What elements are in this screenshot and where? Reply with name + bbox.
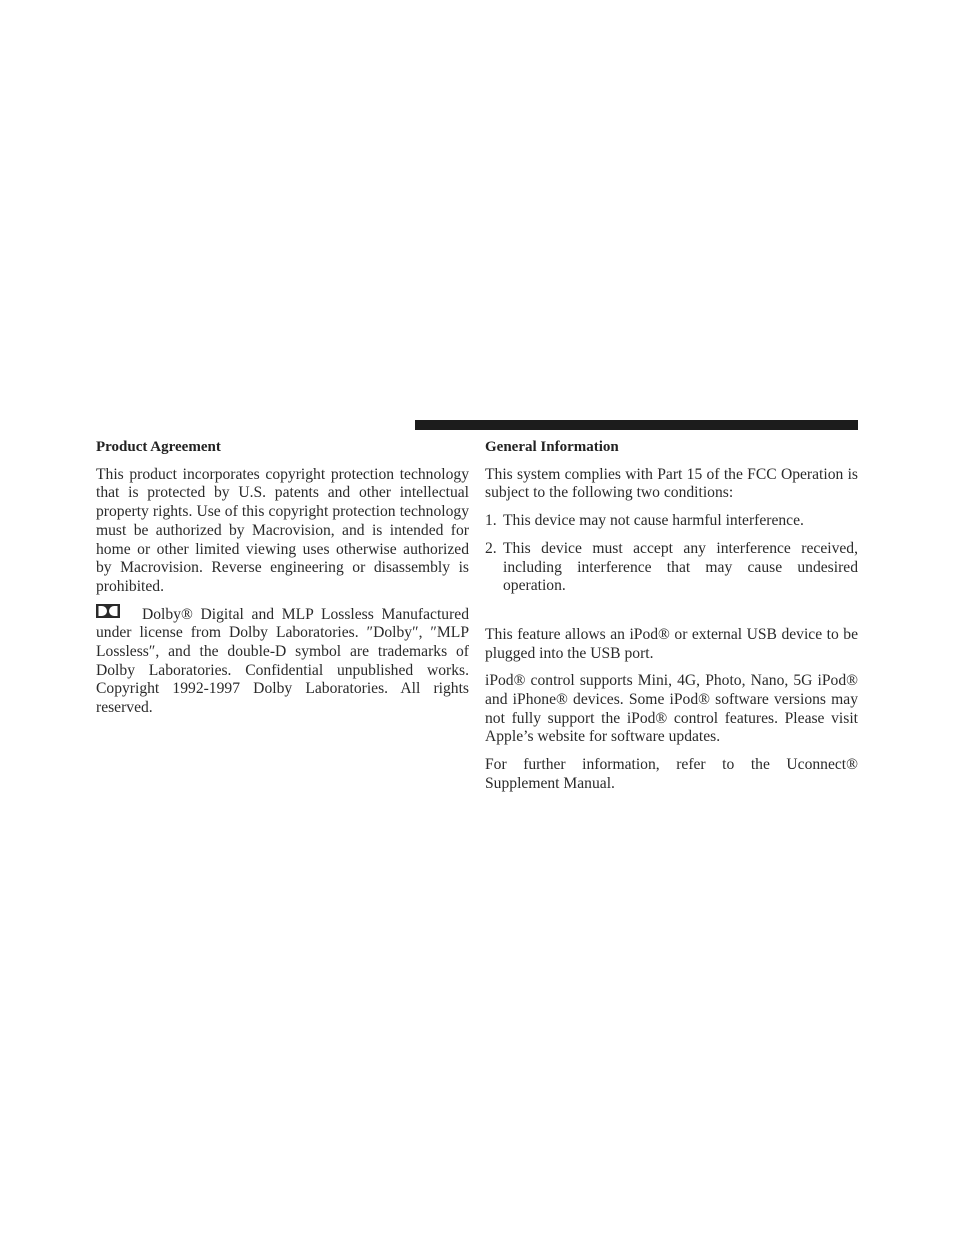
dolby-license-text: Dolby® Digital and MLP Lossless Manufactured under license from Dolby Laboratories. ″Dolby″, ″MLP Lossless″, and the double-D symbol are trademarks of Dolby Laboratories. Confidential unpublished works. Copyright 1992-1997 Dolby Laboratories. All rights reserved.: [96, 605, 469, 717]
dolby-license-paragraph: [96, 606, 469, 718]
left-column: [96, 438, 469, 727]
list-item: [485, 512, 858, 531]
section-gap: [485, 605, 858, 626]
list-item-text: This device may not cause harmful interference.: [503, 512, 804, 530]
ipod-control-paragraph: iPod® control supports Mini, 4G, Photo, Nano, 5G iPod® and iPhone® devices. Some iPod® software versions may not fully support the iPod® control features. Please visit Apple’s website for software updates.: [485, 672, 858, 746]
section-header-bar: [415, 420, 858, 430]
list-item-number: 1.: [485, 512, 497, 530]
product-agreement-heading: Product Agreement: [96, 439, 221, 455]
fcc-intro-paragraph: This system complies with Part 15 of the FCC Operation is subject to the following two conditions:: [485, 465, 858, 502]
fcc-conditions-list: [485, 512, 858, 596]
right-column: [485, 438, 858, 803]
list-item: [485, 540, 858, 596]
dolby-double-d-icon: [96, 604, 120, 618]
usb-feature-paragraph: This feature allows an iPod® or external USB device to be plugged into the USB port.: [485, 625, 858, 662]
copyright-protection-paragraph: This product incorporates copyright protection technology that is protected by U.S. patents and other intellectual property rights. Use of this copyright protection technology must be authorized by Macrovision, and is intended for home or other limited viewing uses otherwise authorized by Macrovision. Reverse engineering or disassembly is prohibited.: [96, 465, 469, 595]
list-item-text: This device must accept any interference received, including interference that may cause undesired operation.: [503, 539, 858, 595]
further-information-paragraph: For further information, refer to the Uconnect® Supplement Manual.: [485, 756, 858, 792]
list-item-number: 2.: [485, 539, 497, 557]
general-information-heading: General Information: [485, 439, 619, 455]
